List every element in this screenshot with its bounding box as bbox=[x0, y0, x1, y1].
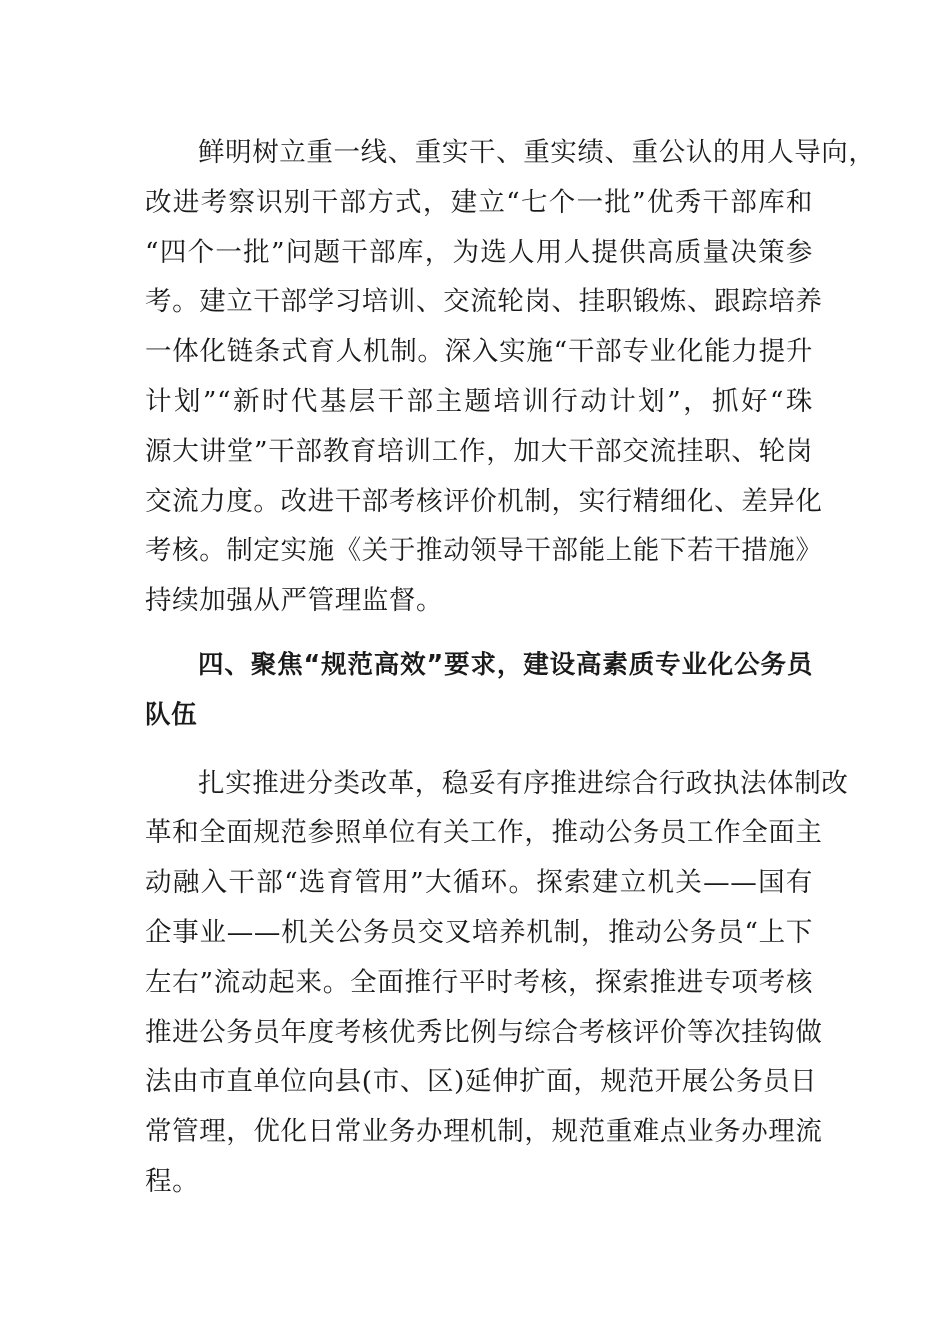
paragraph-civil-servant-reform bbox=[145, 759, 849, 1207]
text-line: 持续加强从严管理监督。 bbox=[145, 585, 444, 617]
text-line: 企事业——机关公务员交叉培养机制，推动公务员“上下 bbox=[145, 916, 813, 948]
paragraph-cadre-management bbox=[145, 128, 876, 626]
text-line: 源大讲堂”干部教育培训工作，加大干部交流挂职、轮岗 bbox=[145, 435, 813, 467]
text-line: “四个一批”问题干部库，为选人用人提供高质量决策参 bbox=[145, 236, 813, 268]
text-line: 计划”“新时代基层干部主题培训行动计划”，抓好“珠 bbox=[145, 385, 813, 417]
text-line: 常管理，优化日常业务办理机制，规范重难点业务办理流 bbox=[145, 1116, 823, 1148]
text-line: 法由市直单位向县(市、区)延伸扩面，规范开展公务员日 bbox=[145, 1066, 818, 1098]
text-line: 革和全面规范参照单位有关工作，推动公务员工作全面主 bbox=[145, 817, 823, 849]
text-line: 鲜明树立重一线、重实干、重实绩、重公认的用人导向， bbox=[198, 137, 876, 168]
text-line: 扎实推进分类改革，稳妥有序推进综合行政执法体制改 bbox=[198, 767, 849, 799]
section-heading-4 bbox=[145, 641, 813, 741]
paragraph-spacer bbox=[145, 741, 813, 759]
text-line: 程。 bbox=[145, 1165, 200, 1197]
text-line: 推进公务员年度考核优秀比例与综合考核评价等次挂钩做 bbox=[145, 1016, 823, 1048]
text-line: 左右”流动起来。全面推行平时考核，探索推进专项考核 bbox=[145, 966, 813, 998]
text-line: 考核。制定实施《关于推动领导干部能上能下若干措施》 bbox=[145, 535, 823, 567]
heading-line: 队伍 bbox=[145, 699, 198, 730]
text-line: 交流力度。改进干部考核评价机制，实行精细化、差异化 bbox=[145, 485, 823, 517]
text-line: 考。建立干部学习培训、交流轮岗、挂职锻炼、跟踪培养 bbox=[145, 286, 823, 318]
paragraph-spacer bbox=[145, 626, 813, 641]
heading-line: 四、聚焦“规范高效”要求，建设高素质专业化公务员 bbox=[198, 649, 813, 680]
document-body bbox=[145, 128, 876, 1207]
text-line: 动融入干部“选育管用”大循环。探索建立机关——国有 bbox=[145, 867, 813, 899]
text-line: 改进考察识别干部方式，建立“七个一批”优秀干部库和 bbox=[145, 186, 813, 218]
text-line: 一体化链条式育人机制。深入实施“干部专业化能力提升 bbox=[145, 336, 813, 368]
